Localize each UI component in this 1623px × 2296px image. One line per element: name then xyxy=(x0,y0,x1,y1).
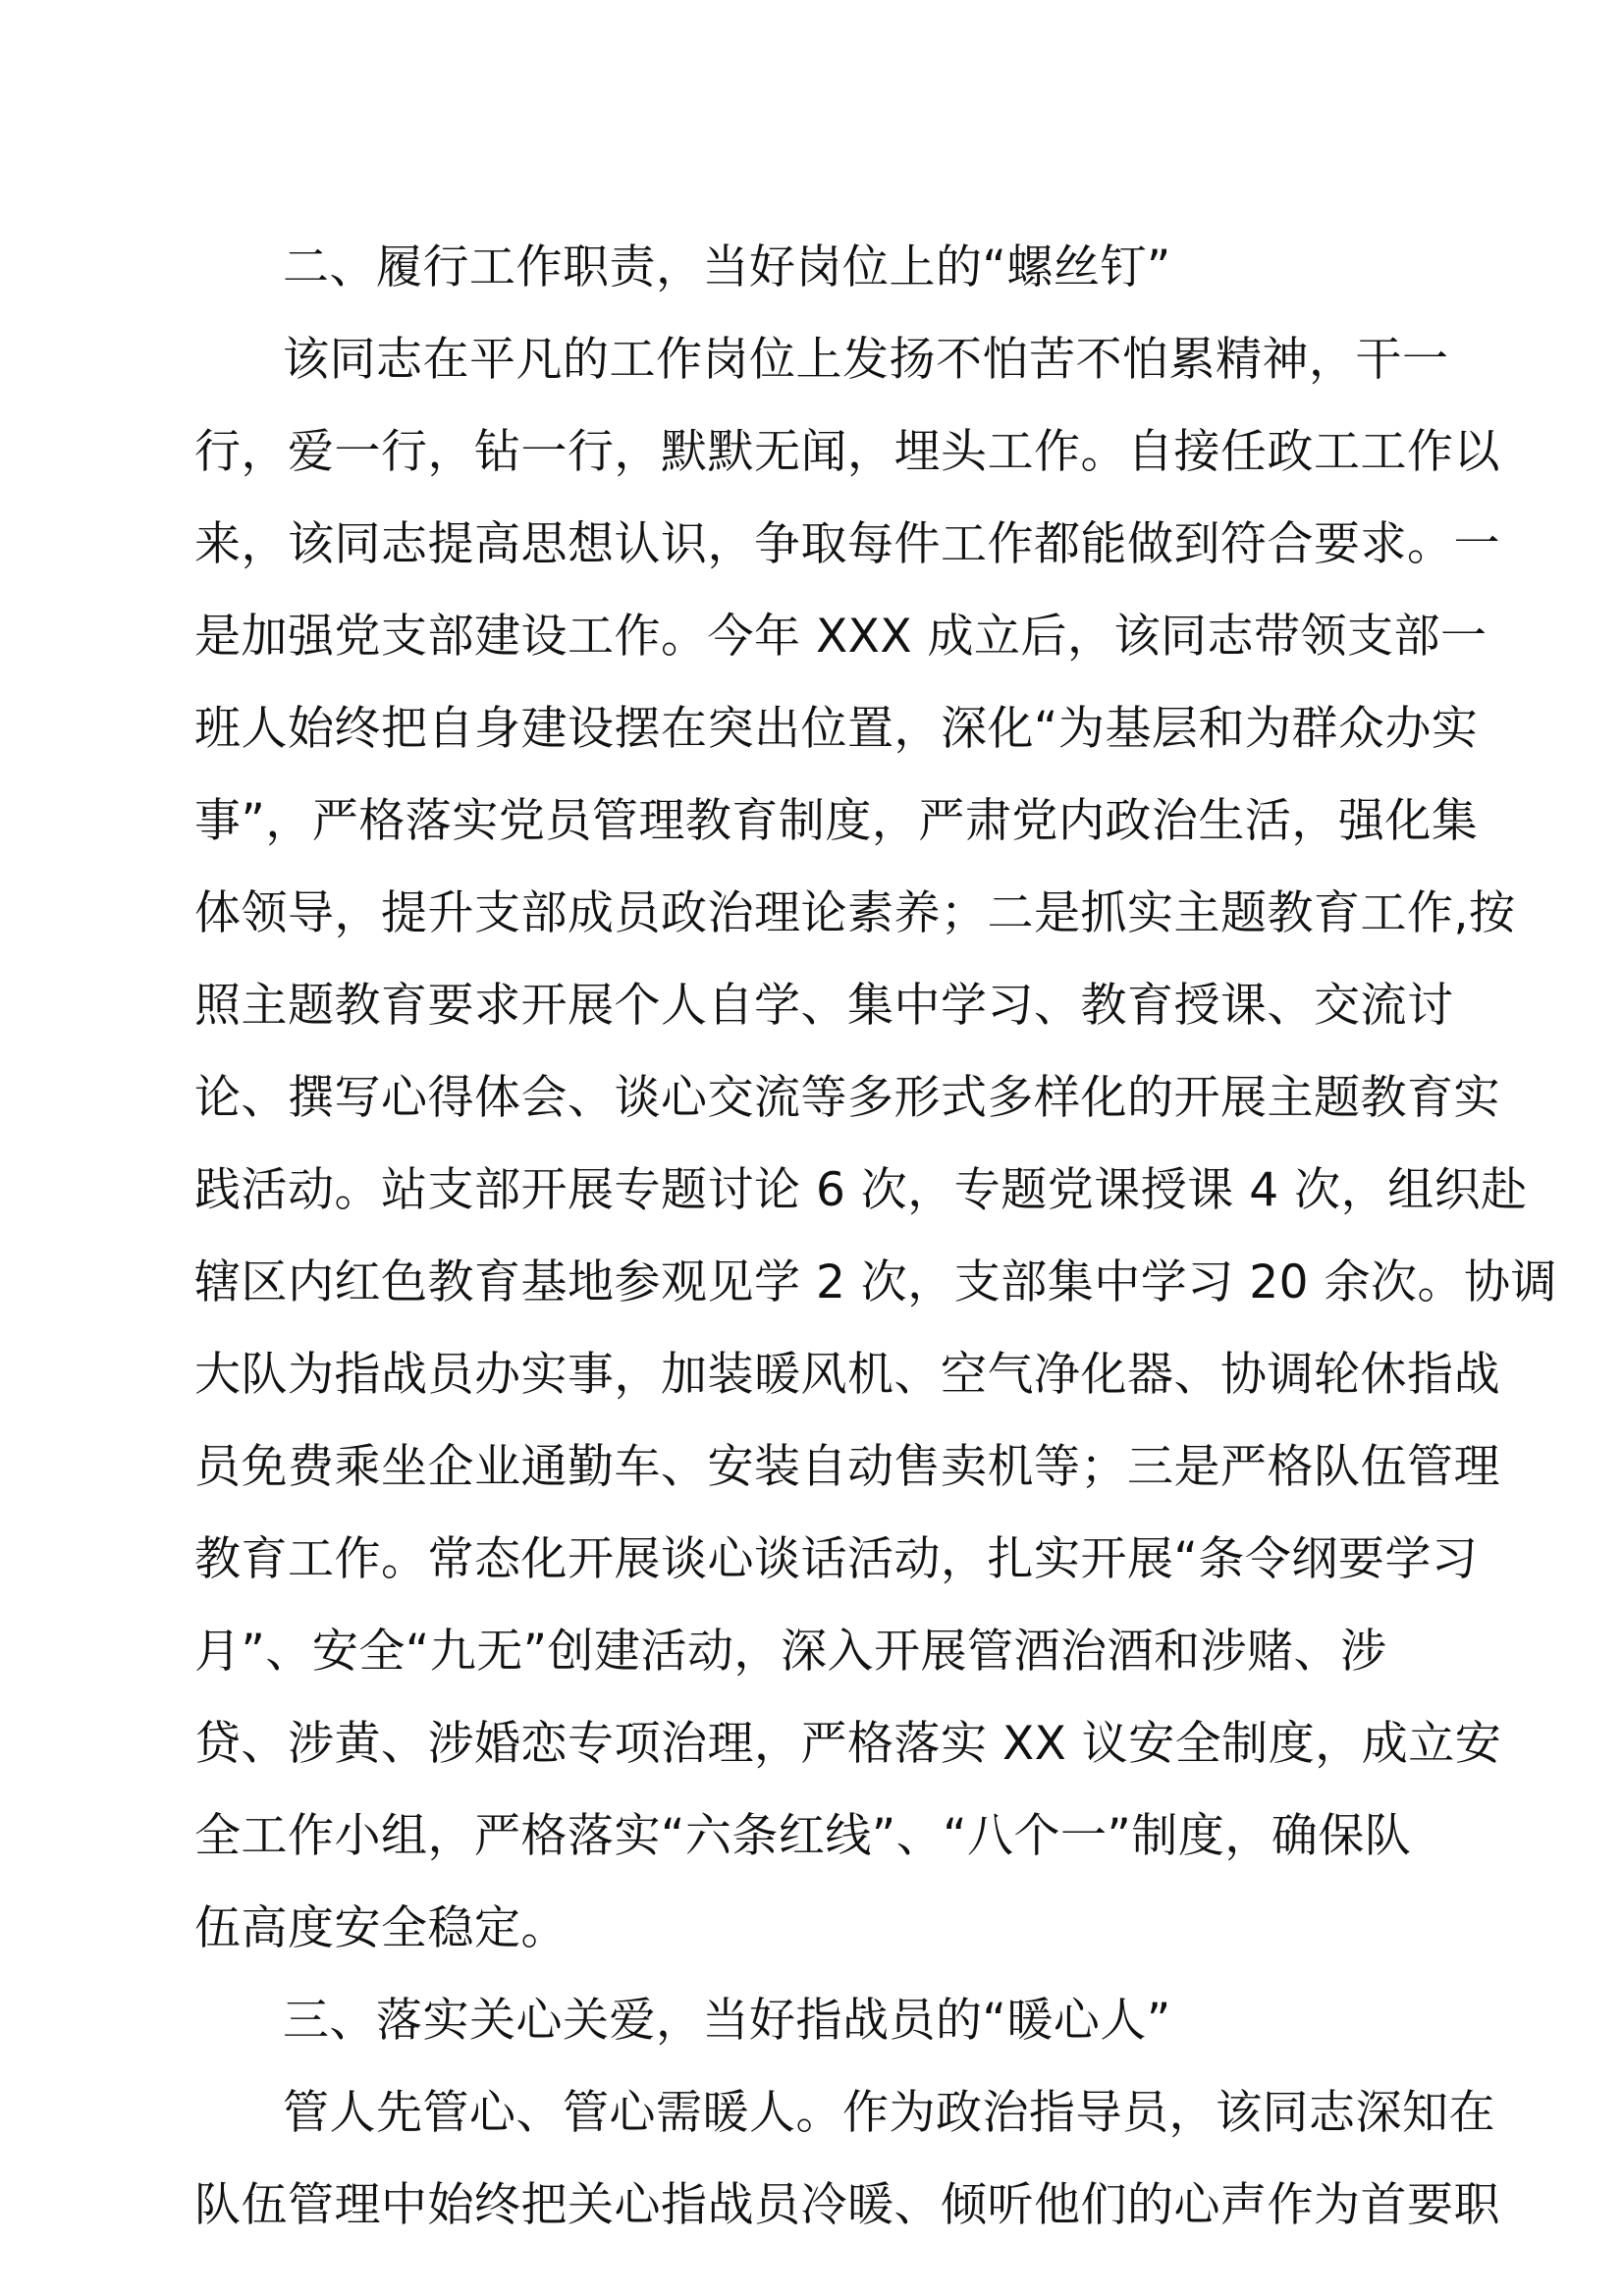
paragraph-line: 事”，严格落实党员管理教育制度，严肃党内政治生活，强化集 xyxy=(194,794,1479,848)
section-heading-2: 二、履行工作职责，当好岗位上的“螺丝钉” xyxy=(283,240,1171,294)
paragraph-line: 辖区内红色教育基地参观见学 2 次，支部集中学习 20 余次。协调 xyxy=(194,1255,1557,1309)
paragraph-line: 行，爱一行，钻一行，默默无闻，埋头工作。自接任政工工作以 xyxy=(194,425,1500,479)
paragraph-line: 体领导，提升支部成员政治理论素养；二是抓实主题教育工作,按 xyxy=(194,886,1516,940)
paragraph-line: 班人始终把自身建设摆在突出位置，深化“为基层和为群众办实 xyxy=(194,702,1479,756)
section-heading-3: 三、落实关心关爱，当好指战员的“暖心人” xyxy=(283,1994,1171,2048)
document-body xyxy=(194,222,1557,2252)
paragraph-line: 来，该同志提高思想认识，争取每件工作都能做到符合要求。一 xyxy=(194,517,1500,571)
paragraph-line: 员免费乘坐企业通勤车、安装自动售卖机等；三是严格队伍管理 xyxy=(194,1440,1500,1494)
paragraph-line: 伍高度安全稳定。 xyxy=(194,1901,568,1955)
paragraph-line: 照主题教育要求开展个人自学、集中学习、教育授课、交流讨 xyxy=(194,979,1454,1033)
paragraph-line: 践活动。站支部开展专题讨论 6 次，专题党课授课 4 次，组织赴 xyxy=(194,1163,1528,1217)
paragraph-line: 管人先管心、管心需暖人。作为政治指导员，该同志深知在 xyxy=(283,2086,1495,2140)
paragraph-line: 月”、安全“九无”创建活动，深入开展管酒治酒和涉赌、涉 xyxy=(194,1625,1387,1679)
paragraph-line: 队伍管理中始终把关心指战员冷暖、倾听他们的心声作为首要职 xyxy=(194,2178,1500,2232)
paragraph-line: 教育工作。常态化开展谈心谈话活动，扎实开展“条令纲要学习 xyxy=(194,1532,1479,1586)
paragraph-line: 论、撰写心得体会、谈心交流等多形式多样化的开展主题教育实 xyxy=(194,1071,1500,1125)
paragraph-line: 贷、涉黄、涉婚恋专项治理，严格落实 XX 议安全制度，成立安 xyxy=(194,1717,1502,1771)
paragraph-line: 该同志在平凡的工作岗位上发扬不怕苦不怕累精神，干一 xyxy=(283,333,1449,387)
paragraph-line: 大队为指战员办实事，加装暖风机、空气净化器、协调轮休指战 xyxy=(194,1348,1500,1402)
paragraph-line: 是加强党支部建设工作。今年 XXX 成立后，该同志带领支部一 xyxy=(194,610,1488,664)
paragraph-line: 全工作小组，严格落实“六条红线”、“八个一”制度，确保队 xyxy=(194,1809,1412,1863)
